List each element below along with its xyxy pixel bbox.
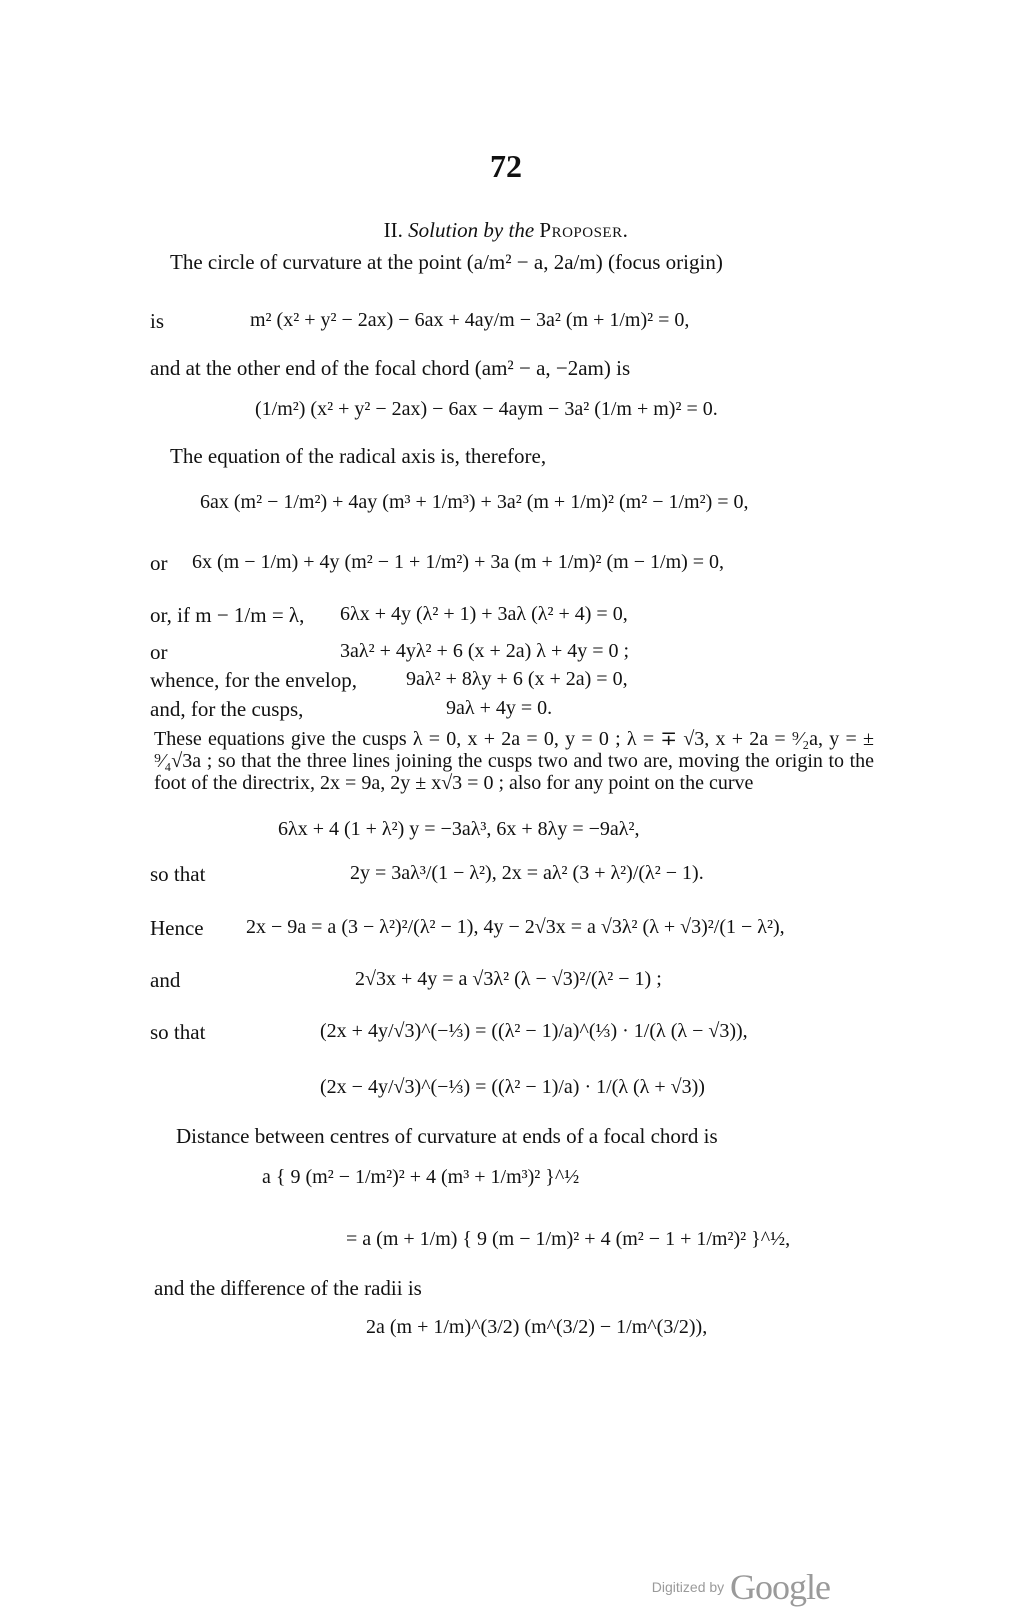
equation-quadratic: 3aλ² + 4yλ² + 6 (x + 2a) λ + 4y = 0 ; <box>340 640 630 662</box>
section-heading <box>0 218 1012 243</box>
page-number: 72 <box>490 148 522 184</box>
equation-curve: 6λx + 4 (1 + λ²) y = −3aλ³, 6x + 8λy = −9aλ², <box>278 818 640 840</box>
equation-distance-1: a { 9 (m² − 1/m²)² + 4 (m³ + 1/m³)² }^½ <box>262 1166 580 1188</box>
equation-distance-2: = a (m + 1/m) { 9 (m − 1/m)² + 4 (m² − 1 + 1/m²)² }^½, <box>346 1228 791 1250</box>
equation-radical-axis: 6ax (m² − 1/m²) + 4ay (m³ + 1/m³) + 3a² (m + 1/m)² (m² − 1/m²) = 0, <box>200 491 749 513</box>
heading-italic: Solution by the <box>408 218 535 242</box>
text-line-circle: The circle of curvature at the point (a/m² − a, 2a/m) (focus origin) <box>170 250 723 274</box>
equation-hence: 2x − 9a = a (3 − λ²)²/(λ² − 1), 4y − 2√3x = a √3λ² (λ + √3)²/(1 − λ²), <box>246 916 785 938</box>
equation-or-1: 6x (m − 1/m) + 4y (m² − 1 + 1/m²) + 3a (m + 1/m)² (m − 1/m) = 0, <box>192 551 725 573</box>
equation-difference: 2a (m + 1/m)^(3/2) (m^(3/2) − 1/m^(3/2)), <box>366 1316 708 1338</box>
text-line-radical-axis: The equation of the radical axis is, therefore, <box>170 444 547 468</box>
label-so-that-2: so that <box>150 1020 206 1044</box>
heading-caps: Proposer. <box>539 218 629 242</box>
google-logo: Google <box>730 1567 830 1607</box>
digitized-watermark <box>652 1566 830 1608</box>
label-or-1: or <box>150 551 168 575</box>
equation-2y-2x: 2y = 3aλ³/(1 − λ²), 2x = aλ² (3 + λ²)/(λ² − 1). <box>350 862 704 884</box>
equation-power-2: (2x − 4y/√3)^(−⅓) = ((λ² − 1)/a) · 1/(λ (λ + √3)) <box>320 1076 705 1098</box>
digitized-text: Digitized by <box>651 1579 725 1595</box>
equation-lambda: 6λx + 4y (λ² + 1) + 3aλ (λ² + 4) = 0, <box>340 603 628 625</box>
heading-numeral: II. <box>383 218 403 242</box>
label-or-if: or, if m − 1/m = λ, <box>150 603 305 627</box>
equation-and: 2√3x + 4y = a √3λ² (λ − √3)²/(λ² − 1) ; <box>355 968 662 990</box>
label-cusps: and, for the cusps, <box>150 697 304 721</box>
label-envelop: whence, for the envelop, <box>150 668 357 692</box>
equation-circle-1: m² (x² + y² − 2ax) − 6ax + 4ay/m − 3a² (m + 1/m)² = 0, <box>250 309 690 331</box>
label-or-2: or <box>150 640 168 664</box>
text-line-other-end: and at the other end of the focal chord (am² − a, −2am) is <box>150 356 631 380</box>
equation-power-1: (2x + 4y/√3)^(−⅓) = ((λ² − 1)/a)^(⅓) · 1/(λ (λ − √3)), <box>320 1020 748 1042</box>
equation-cusps: 9aλ + 4y = 0. <box>446 697 553 719</box>
equation-envelop: 9aλ² + 8λy + 6 (x + 2a) = 0, <box>406 668 628 690</box>
paragraph-cusps: These equations give the cusps λ = 0, x + 2a = 0, y = 0 ; λ = ∓ √3, x + 2a = ⁹⁄₂a, y = ± ⁹⁄₄√3a ; so that the three lines joining the cusps two and two are, moving the origin to the foot of the directrix, 2x = 9a, 2y ± x√3 = 0 ; also for any point on the curve <box>154 728 874 794</box>
label-hence: Hence <box>150 916 204 940</box>
label-is: is <box>150 309 165 333</box>
text-line-difference: and the difference of the radii is <box>154 1276 422 1300</box>
equation-circle-2: (1/m²) (x² + y² − 2ax) − 6ax − 4aym − 3a² (1/m + m)² = 0. <box>255 398 718 420</box>
label-and: and <box>150 968 181 992</box>
text-line-distance: Distance between centres of curvature at ends of a focal chord is <box>176 1124 718 1148</box>
label-so-that-1: so that <box>150 862 206 886</box>
